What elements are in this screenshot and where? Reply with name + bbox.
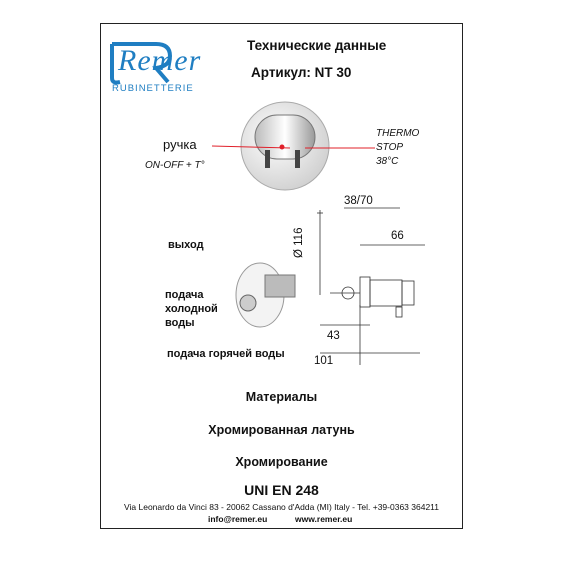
technical-drawing [300,205,435,370]
thermo-line2: STOP [376,142,404,153]
materials-body: Хромированная латунь [208,423,355,437]
dim-diameter: Ø 116 [293,227,305,258]
thermo-line3: 38°C [376,156,399,167]
port-cold-2: холодной [165,303,218,315]
valve-side-view [220,255,300,335]
dim-101: 101 [314,355,334,367]
port-hot: подача горячей воды [167,348,285,360]
page-title: Технические данные [247,38,387,53]
handle-pointer [210,140,310,154]
footer-web[interactable]: www.remer.eu [295,514,353,524]
port-cold-3: воды [165,317,195,329]
materials-heading: Материалы [245,390,318,404]
article-number: Артикул: NT 30 [251,65,352,80]
port-cold-1: подача [165,289,204,301]
dim-66: 66 [391,230,404,242]
logo-word: Remer [118,44,202,77]
thermo-pointer [305,142,377,154]
footer-address: Via Leonardo da Vinci 83 - 20062 Cassano d'Adda (MI) Italy - Tel. +39-0363 364211 [124,502,439,512]
materials-finish: Хромирование [235,455,328,469]
dim-38-70: 38/70 [344,195,373,207]
thermo-line1: THERMO [376,128,420,139]
handle-label: ручка [163,137,197,152]
handle-mode: ON-OFF + T° [145,160,205,171]
footer-email[interactable]: info@remer.eu [208,514,268,524]
logo-subtitle: RUBINETTERIE [112,83,194,94]
port-out: выход [168,239,204,251]
materials-standard: UNI EN 248 [244,482,319,498]
dim-43: 43 [327,330,340,342]
